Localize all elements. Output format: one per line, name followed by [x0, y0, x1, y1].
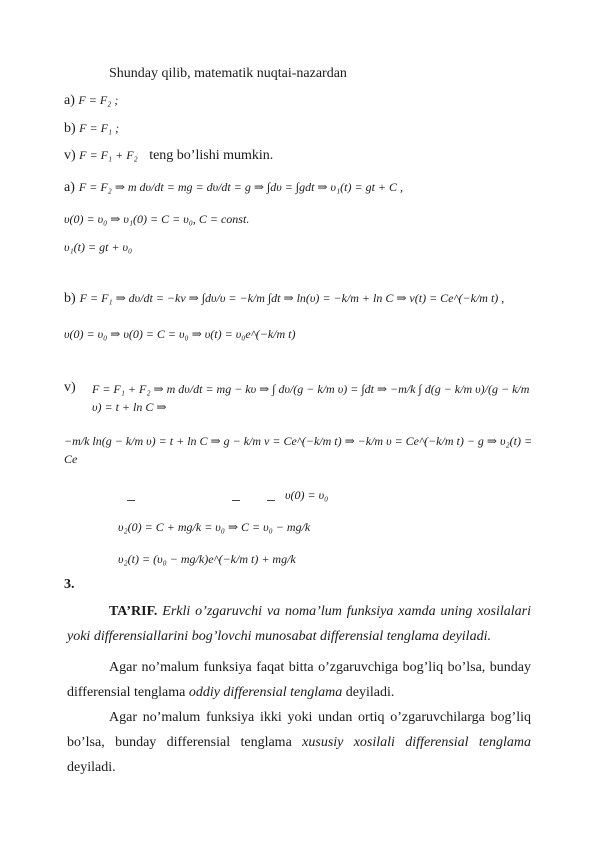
faint-dash	[232, 500, 240, 501]
case-b	[64, 121, 119, 137]
eq-v-line2: −m/k ln(g − k/m υ) = t + ln C ⇒ g − k/m v = Ce^(−k/m t) ⇒ −k/m υ = Ce^(−k/m t) − g ⇒ υ₂(t) = Ce	[64, 434, 533, 466]
case-tail: teng bo’lishi mumkin.	[149, 148, 274, 163]
case-expr: F = F₁ ;	[79, 121, 120, 135]
section-number: 3.	[64, 577, 75, 592]
eq-v-line4: υ₂(0) = C + mg/k = υ₀ ⇒ C = υ₀ − mg/k	[118, 520, 311, 534]
eq-a-line1	[64, 178, 403, 196]
eq-v-line5: υ₂(t) = (υ₀ − mg/k)e^(−k/m t) + mg/k	[118, 552, 296, 566]
ode-text-start: Agar no’malum funksiya faqat bitta o’zgaruvchiga bog’liq bo’lsa, bunday differensial tenglama	[67, 660, 531, 700]
definition-text: Erkli o’zgaruvchi va noma’lum funksiya xamda uning xosilalari yoki differensiallarini bog’lovchi munosabat differensial tenglama deyiladi.	[67, 604, 531, 644]
case-label: a)	[64, 93, 75, 108]
eq-v-label: v)	[64, 380, 76, 395]
definition-term: TA’RIF	[109, 604, 154, 619]
eq-v-line3: υ(0) = υ₀	[285, 488, 329, 502]
case-expr: F = F₂ ;	[78, 93, 119, 107]
eq-v-line1: F = F₁ + F₂ ⇒ m dυ/dt = mg − kυ ⇒ ∫ dυ/(g − k/m υ) = ∫dt ⇒ −m/k ∫ d(g − k/m υ)/(g − k/m υ) = t + ln C ⇒	[92, 382, 530, 414]
ode-text-end: deyiladi.	[342, 685, 395, 700]
eq-b-formula: F = F₁ ⇒ dυ/dt = −kv ⇒ ∫dυ/υ = −k/m ∫dt ⇒ ln(υ) = −k/m + ln C ⇒ v(t) = Ce^(−k/m t) ,	[79, 291, 505, 305]
pde-text-end: deyiladi.	[67, 760, 116, 775]
pde-paragraph	[67, 705, 531, 780]
pde-text-start: Agar no’malum funksiya ikki yoki undan ortiq o’zgaruvchilarga bog’liq bo’lsa, bunday differensial tenglama	[67, 710, 531, 750]
faint-dash	[127, 500, 135, 501]
case-label: b)	[64, 121, 76, 136]
definition-paragraph: TA’RIF. Erkli o’zgaruvchi va noma’lum funksiya xamda uning xosilalari yoki differensiallarini bog’lovchi munosabat differensial tenglama deyiladi.	[67, 604, 531, 644]
case-expr: F = F₁ + F₂	[79, 148, 138, 162]
eq-a-label: a)	[64, 180, 75, 195]
eq-b-label: b)	[64, 291, 76, 306]
eq-b-line2: υ(0) = υ₀ ⇒ υ(0) = C = υ₀ ⇒ υ(t) = υ₀e^(−k/m t)	[64, 327, 296, 341]
case-v	[64, 148, 273, 164]
eq-a-line2: υ(0) = υ₀ ⇒ υ₁(0) = C = υ₀, C = const.	[64, 212, 250, 226]
case-a	[64, 93, 118, 109]
ode-term: oddiy differensial tenglama	[188, 685, 343, 700]
pde-term: xususiy xosilali differensial tenglama	[302, 735, 532, 750]
eq-a-formula: F = F₂ ⇒ m dυ/dt = mg = dυ/dt = g ⇒ ∫dυ = ∫gdt ⇒ υ₁(t) = gt + C ,	[78, 180, 404, 194]
ode-paragraph	[67, 655, 531, 705]
intro-text: Shunday qilib, matematik nuqtai-nazardan	[109, 66, 347, 81]
eq-a-line3: υ₁(t) = gt + υ₀	[64, 240, 133, 254]
case-label: v)	[64, 148, 76, 163]
faint-dash	[267, 500, 275, 501]
eq-b-line1	[64, 289, 504, 307]
